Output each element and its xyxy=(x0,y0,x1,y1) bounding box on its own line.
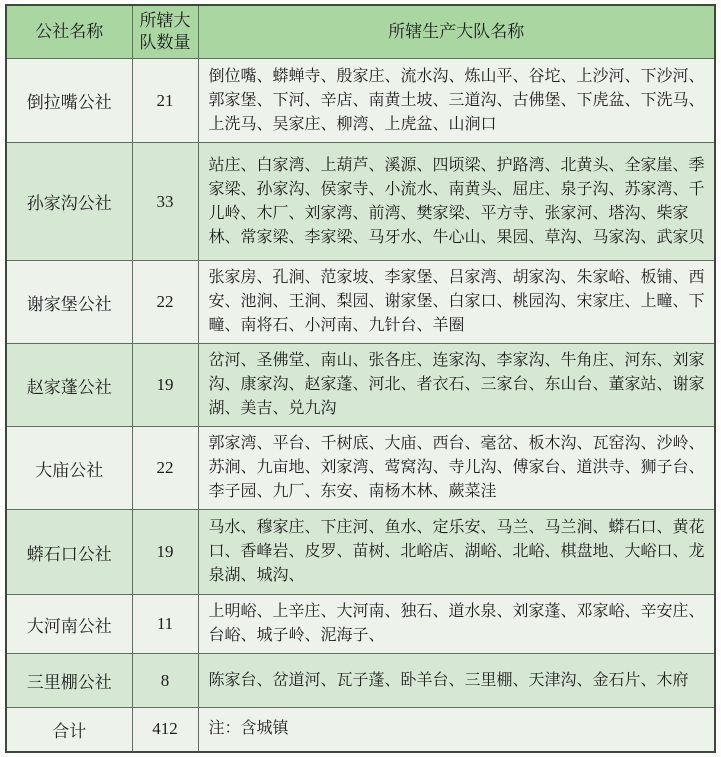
commune-brigade-table xyxy=(5,4,716,753)
brigade-list: 站庄、白家湾、上葫芦、溪源、四顷梁、护路湾、北黄头、全家崖、季家梁、孙家沟、侯家寺、小流水、南黄头、屈庄、泉子沟、苏家湾、千儿岭、木厂、刘家湾、前湾、樊家梁、平方寺、张家河、塔沟、柴家林、常家梁、李家梁、马牙水、牛心山、果园、草沟、马家沟、武家贝 xyxy=(198,143,715,261)
table-row xyxy=(6,510,715,595)
commune-name: 大河南公社 xyxy=(6,595,132,654)
header-brigade-names: 所辖生产大队名称 xyxy=(198,5,715,59)
brigade-list: 陈家台、岔道河、瓦子蓬、卧羊台、三里棚、天津沟、金石片、木府 xyxy=(198,654,715,708)
brigade-count: 22 xyxy=(132,261,198,344)
header-row xyxy=(6,5,715,59)
table-header xyxy=(6,5,715,59)
brigade-list: 上明峪、上辛庄、大河南、独石、道水泉、刘家蓬、邓家峪、辛安庄、台峪、城子岭、泥海子、 xyxy=(198,595,715,654)
brigade-count: 19 xyxy=(132,510,198,595)
brigade-list: 岔河、圣佛堂、南山、张各庄、连家沟、李家沟、牛角庄、河东、刘家沟、康家沟、赵家蓬、河北、者衣石、三家台、东山台、董家站、谢家湖、美吉、兑九沟 xyxy=(198,344,715,427)
brigade-list: 郭家湾、平台、千树底、大庙、西台、毫岔、板木沟、瓦窑沟、沙岭、苏涧、九亩地、刘家湾、莺窝沟、寺儿沟、傅家台、道洪寺、狮子台、李子园、九厂、东安、南杨木林、蕨菜洼 xyxy=(198,427,715,510)
total-row xyxy=(6,708,715,752)
commune-name: 赵家蓬公社 xyxy=(6,344,132,427)
commune-name: 谢家堡公社 xyxy=(6,261,132,344)
table-row xyxy=(6,143,715,261)
brigade-count: 8 xyxy=(132,654,198,708)
brigade-list: 马水、穆家庄、下庄河、鱼水、定乐安、马兰、马兰涧、蟒石口、黄花口、香峰岩、皮罗、苗树、北峪店、湖峪、北峪、棋盘地、大峪口、龙泉湖、城沟、 xyxy=(198,510,715,595)
brigade-count: 11 xyxy=(132,595,198,654)
table-row xyxy=(6,261,715,344)
header-commune-name: 公社名称 xyxy=(6,5,132,59)
commune-name: 倒拉嘴公社 xyxy=(6,59,132,143)
commune-name: 蟒石口公社 xyxy=(6,510,132,595)
brigade-count: 22 xyxy=(132,427,198,510)
commune-name: 三里棚公社 xyxy=(6,654,132,708)
brigade-list: 张家房、孔涧、范家坡、李家堡、吕家湾、胡家沟、朱家峪、板铺、西安、池涧、王涧、梨园、谢家堡、白家口、桃园沟、宋家庄、上疃、下疃、南将石、小河南、九针台、羊圈 xyxy=(198,261,715,344)
header-brigade-count: 所辖大队数量 xyxy=(132,5,198,59)
total-note: 注：含城镇 xyxy=(198,708,715,752)
total-label: 合计 xyxy=(6,708,132,752)
commune-name: 大庙公社 xyxy=(6,427,132,510)
total-count: 412 xyxy=(132,708,198,752)
brigade-count: 21 xyxy=(132,59,198,143)
table-row xyxy=(6,427,715,510)
table-row xyxy=(6,59,715,143)
commune-name: 孙家沟公社 xyxy=(6,143,132,261)
brigade-count: 19 xyxy=(132,344,198,427)
table-row xyxy=(6,654,715,708)
brigade-count: 33 xyxy=(132,143,198,261)
table-row xyxy=(6,595,715,654)
table-row xyxy=(6,344,715,427)
brigade-list: 倒位嘴、蟒蝉寺、殷家庄、流水沟、炼山平、谷坨、上沙河、下沙河、郭家堡、下河、辛店、南黄土坡、三道沟、古佛堡、下虎盆、下洗马、上洗马、吴家庄、柳湾、上虎盆、山涧口 xyxy=(198,59,715,143)
